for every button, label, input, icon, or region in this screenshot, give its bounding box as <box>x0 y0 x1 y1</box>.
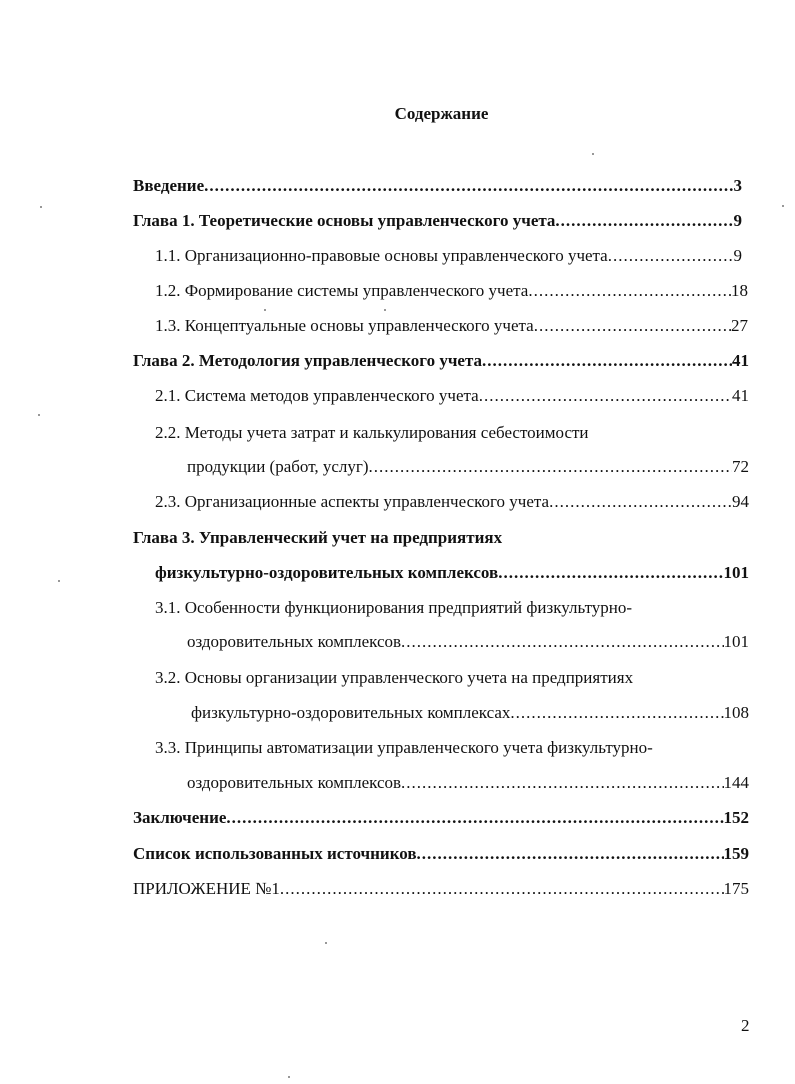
toc-entry-title: 1.2. Формирование системы управленческого учета <box>155 281 529 300</box>
toc-entry-title-continued: физкультурно-оздоровительных комплексах <box>191 703 511 722</box>
dot-leader <box>498 562 723 584</box>
toc-entry-section-3-1 <box>187 631 749 653</box>
toc-entry-page: 72 <box>732 457 749 476</box>
scan-speck <box>58 580 60 582</box>
toc-entry-section-3-2-line1: 3.2. Основы организации управленческого учета на предприятиях <box>155 668 634 687</box>
toc-entry-page: 3 <box>733 176 742 195</box>
dot-leader <box>417 843 724 865</box>
page-number: 2 <box>741 1016 750 1035</box>
toc-entry-section-1-3 <box>155 315 748 337</box>
dot-leader <box>482 350 732 372</box>
dot-leader <box>226 807 723 829</box>
toc-entry-title: 2.1. Система методов управленческого учета <box>155 386 479 405</box>
toc-entry-chapter-1 <box>133 210 742 232</box>
scan-speck <box>288 1076 290 1078</box>
toc-entry-page: 108 <box>723 703 749 722</box>
toc-entry-title-continued: физкультурно-оздоровительных комплексов <box>155 563 499 582</box>
scan-speck <box>38 414 40 416</box>
toc-entry-page: 18 <box>731 281 748 300</box>
scan-speck <box>384 309 386 311</box>
toc-entry-chapter-3 <box>155 562 749 584</box>
toc-entry-page: 41 <box>732 351 749 370</box>
toc-entry-title-continued: оздоровительных комплексов <box>187 773 402 792</box>
toc-entry-appendix <box>133 878 749 900</box>
toc-entry-section-1-2 <box>155 280 748 302</box>
toc-entry-references <box>133 843 749 865</box>
dot-leader <box>549 491 732 513</box>
toc-entry-section-3-2 <box>191 702 749 724</box>
toc-entry-title: Список использованных источников <box>133 844 417 863</box>
page-title: Содержание <box>394 104 489 123</box>
dot-leader <box>534 315 731 337</box>
toc-entry-page: 144 <box>723 773 749 792</box>
toc-entry-section-3-1-line1: 3.1. Особенности функционирования предприятий физкультурно- <box>155 598 633 617</box>
toc-entry-title: Глава 1. Теоретические основы управленческого учета <box>133 211 556 230</box>
toc-entry-page: 94 <box>732 492 749 511</box>
toc-entry-section-2-3 <box>155 491 749 513</box>
toc-entry-title-continued: оздоровительных комплексов <box>187 632 402 651</box>
toc-entry-page: 9 <box>733 211 742 230</box>
toc-entry-chapter-3-line1: Глава 3. Управленческий учет на предприятиях <box>133 528 503 547</box>
toc-entry-title: ПРИЛОЖЕНИЕ №1 <box>133 879 280 898</box>
toc-entry-title: Заключение <box>133 808 227 827</box>
toc-entry-title: 2.3. Организационные аспекты управленческого учета <box>155 492 550 511</box>
dot-leader <box>510 702 723 724</box>
toc-entry-page: 101 <box>723 563 749 582</box>
scan-speck <box>592 153 594 155</box>
toc-entry-title: 1.3. Концептуальные основы управленческого учета <box>155 316 534 335</box>
dot-leader <box>280 878 724 900</box>
scan-speck <box>264 309 266 311</box>
toc-entry-introduction <box>133 175 742 197</box>
dot-leader <box>528 280 731 302</box>
scan-speck <box>782 205 784 207</box>
scan-speck <box>325 942 327 944</box>
toc-entry-section-3-3-line1: 3.3. Принципы автоматизации управленческого учета физкультурно- <box>155 738 653 757</box>
toc-entry-title: Введение <box>133 176 205 195</box>
toc-entry-title: Глава 2. Методология управленческого учета <box>133 351 483 370</box>
toc-entry-section-3-3 <box>187 772 749 794</box>
toc-entry-section-2-1 <box>155 385 749 407</box>
dot-leader <box>204 175 733 197</box>
dot-leader <box>369 456 732 478</box>
dot-leader <box>401 772 723 794</box>
toc-entry-page: 41 <box>732 386 749 405</box>
toc-entry-page: 159 <box>723 844 749 863</box>
toc-entry-title: 1.1. Организационно-правовые основы управленческого учета <box>155 246 608 265</box>
scan-speck <box>40 206 42 208</box>
toc-entry-page: 9 <box>733 246 742 265</box>
toc-entry-page: 27 <box>731 316 748 335</box>
toc-entry-title-continued: продукции (работ, услуг) <box>187 457 369 476</box>
dot-leader <box>608 245 734 267</box>
toc-entry-conclusion <box>133 807 749 829</box>
toc-entry-section-1-1 <box>155 245 742 267</box>
dot-leader <box>555 210 733 232</box>
toc-entry-page: 152 <box>723 808 749 827</box>
toc-entry-section-2-2 <box>187 456 749 478</box>
toc-entry-section-2-2-line1: 2.2. Методы учета затрат и калькулирования себестоимости <box>155 423 589 442</box>
dot-leader <box>479 385 732 407</box>
toc-entry-page: 175 <box>723 879 749 898</box>
dot-leader <box>401 631 723 653</box>
toc-entry-page: 101 <box>723 632 749 651</box>
toc-entry-chapter-2 <box>133 350 749 372</box>
